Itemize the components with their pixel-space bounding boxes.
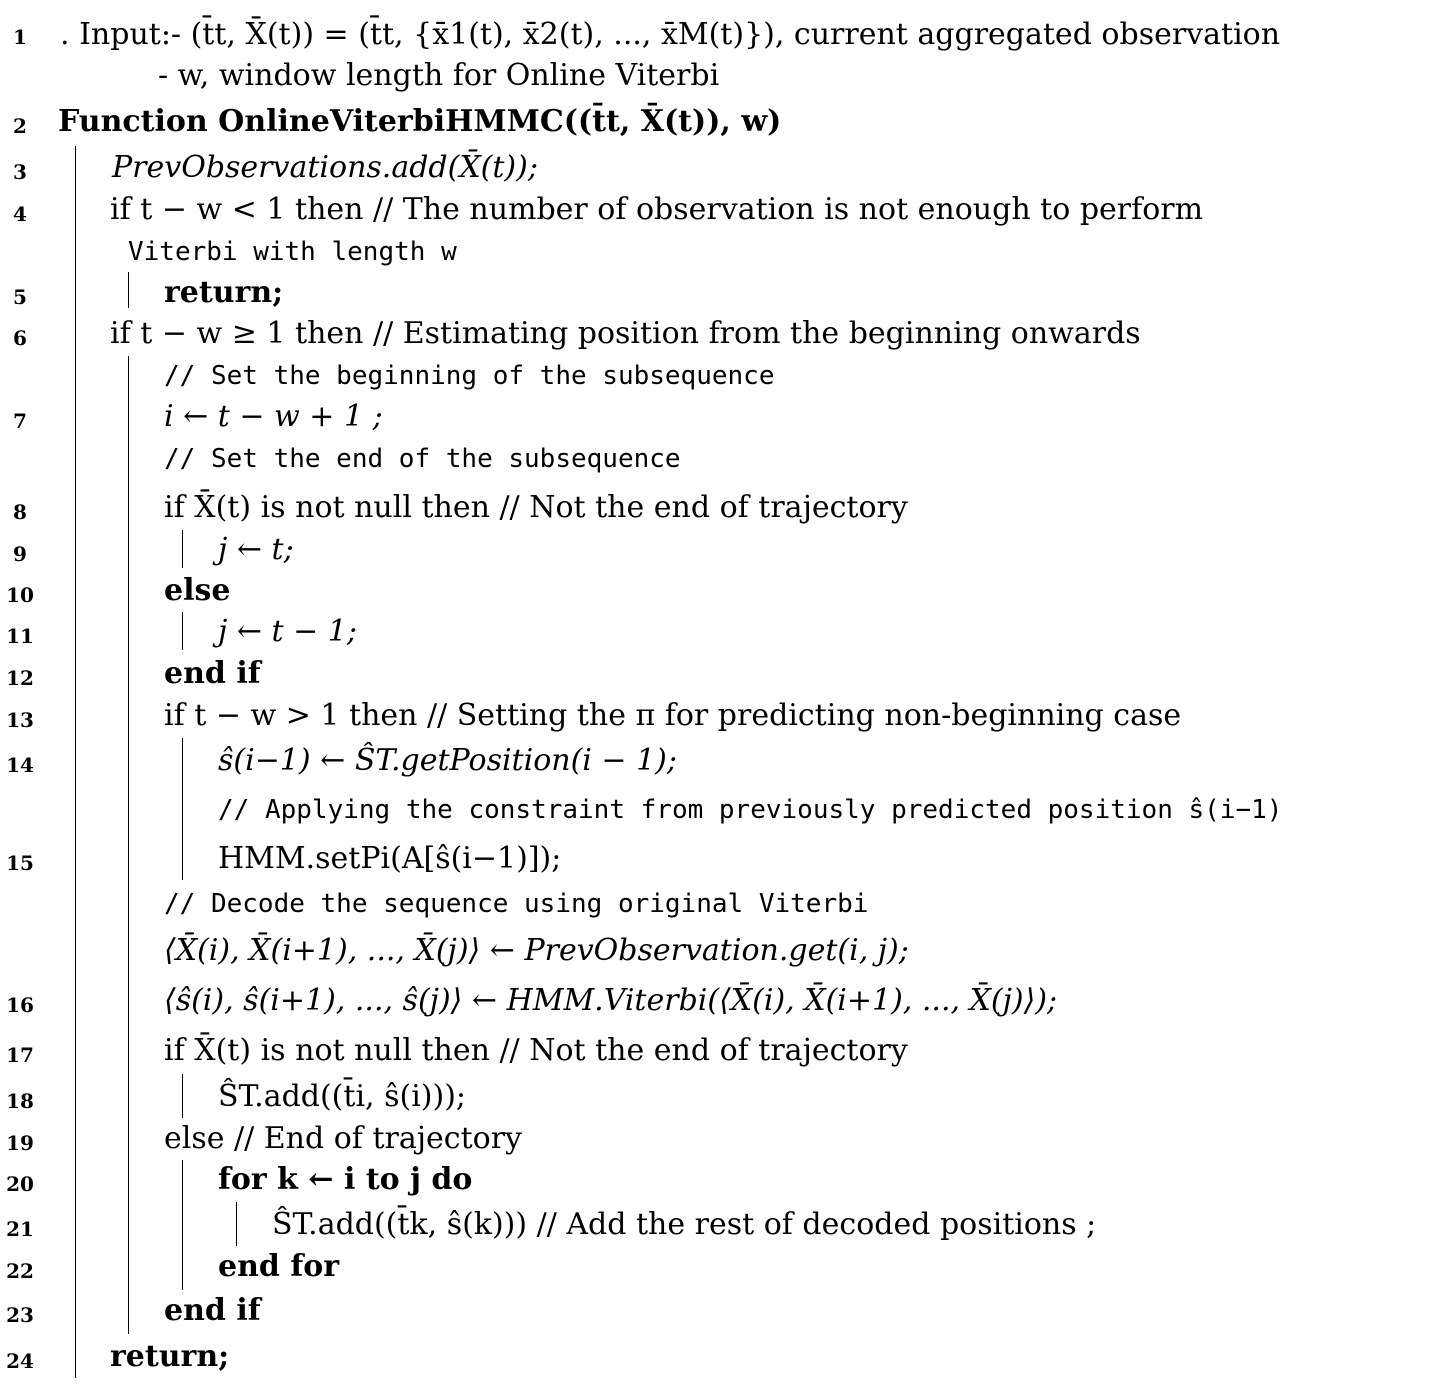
line-text: - w, window length for Online Viterbi xyxy=(158,58,720,93)
block-rule-function xyxy=(75,146,76,1378)
block-rule-if-6 xyxy=(128,356,129,1334)
line-number: 7 xyxy=(13,409,27,433)
line-number: 5 xyxy=(13,285,27,309)
line-number: 14 xyxy=(6,753,34,777)
line-number: 17 xyxy=(6,1043,34,1067)
line-comment: // Set the end of the subsequence xyxy=(164,444,681,474)
line-text: if t − w < 1 then // The number of observation is not enough to perform xyxy=(110,192,1204,227)
block-rule-else-19 xyxy=(182,1160,183,1290)
line-number: 9 xyxy=(13,542,27,566)
block-rule-if-8 xyxy=(182,530,183,568)
line-comment: // Set the beginning of the subsequence xyxy=(164,361,775,391)
line-number: 2 xyxy=(13,114,27,138)
line-text: Function OnlineViterbiHMMC((t̄t, X̄(t)), w) xyxy=(58,104,782,139)
line-text: if t − w > 1 then // Setting the π for predicting non-beginning case xyxy=(164,698,1182,733)
line-number: 22 xyxy=(6,1259,34,1283)
line-text: for k ← i to j do xyxy=(218,1162,473,1197)
line-number: 6 xyxy=(13,326,27,350)
line-text: i ← t − w + 1 ; xyxy=(164,399,383,434)
line-text: PrevObservations.add(X̄(t)); xyxy=(112,150,538,185)
line-number: 19 xyxy=(6,1131,34,1155)
line-number: 1 xyxy=(13,25,27,49)
line-text: end for xyxy=(218,1249,340,1284)
line-text: end if xyxy=(164,1293,261,1328)
line-number: 13 xyxy=(6,708,34,732)
line-number: 23 xyxy=(6,1303,34,1327)
line-text: ŜT.add((t̄k, ŝ(k))) // Add the rest of decoded positions ; xyxy=(272,1207,1097,1242)
line-number: 21 xyxy=(6,1217,34,1241)
line-comment: // Decode the sequence using original Viterbi xyxy=(164,889,869,919)
line-number: 18 xyxy=(6,1089,34,1113)
line-text: ŝ(i−1) ← ŜT.getPosition(i − 1); xyxy=(218,743,677,778)
line-text: ⟨ŝ(i), ŝ(i+1), ..., ŝ(j)⟩ ← HMM.Viterbi(⟨X̄(i), X̄(i+1), ..., X̄(j)⟩); xyxy=(164,983,1058,1018)
line-number: 3 xyxy=(13,160,27,184)
line-number: 11 xyxy=(6,624,34,648)
line-number: 12 xyxy=(6,666,34,690)
line-text: j ← t; xyxy=(218,532,294,567)
line-text: ŜT.add((t̄i, ŝ(i))); xyxy=(218,1079,467,1114)
line-text: if t − w ≥ 1 then // Estimating position from the beginning onwards xyxy=(110,316,1141,351)
line-text: ⟨X̄(i), X̄(i+1), ..., X̄(j)⟩ ← PrevObservation.get(i, j); xyxy=(164,933,909,968)
line-text: Viterbi with length w xyxy=(128,237,457,267)
line-text: if X̄(t) is not null then // Not the end of trajectory xyxy=(164,1033,908,1068)
block-rule-if-13 xyxy=(182,738,183,880)
block-rule-for-20 xyxy=(236,1202,237,1246)
line-text: end if xyxy=(164,656,261,691)
line-number: 16 xyxy=(6,993,34,1017)
line-text: return; xyxy=(164,275,284,310)
block-rule-if-17 xyxy=(182,1074,183,1118)
line-text: j ← t − 1; xyxy=(218,614,357,649)
line-text: else // End of trajectory xyxy=(164,1121,522,1156)
block-rule-else-10 xyxy=(182,612,183,650)
line-comment: // Applying the constraint from previously predicted position ŝ(i−1) xyxy=(218,795,1283,825)
line-number: 8 xyxy=(13,500,27,524)
line-text: return; xyxy=(110,1339,230,1374)
line-number: 15 xyxy=(6,851,34,875)
line-number: 20 xyxy=(6,1172,34,1196)
line-text: HMM.setPi(A[ŝ(i−1)]); xyxy=(218,841,562,876)
block-rule-if-4 xyxy=(128,272,129,308)
line-text: if X̄(t) is not null then // Not the end of trajectory xyxy=(164,490,908,525)
line-number: 4 xyxy=(13,202,27,226)
line-number: 24 xyxy=(6,1349,34,1373)
line-text: . Input:- (t̄t, X̄(t)) = (t̄t, {x̄1(t), x̄2(t), ..., x̄M(t)}), current aggregated observation xyxy=(60,17,1281,52)
line-text: else xyxy=(164,573,231,608)
line-number: 10 xyxy=(6,583,34,607)
